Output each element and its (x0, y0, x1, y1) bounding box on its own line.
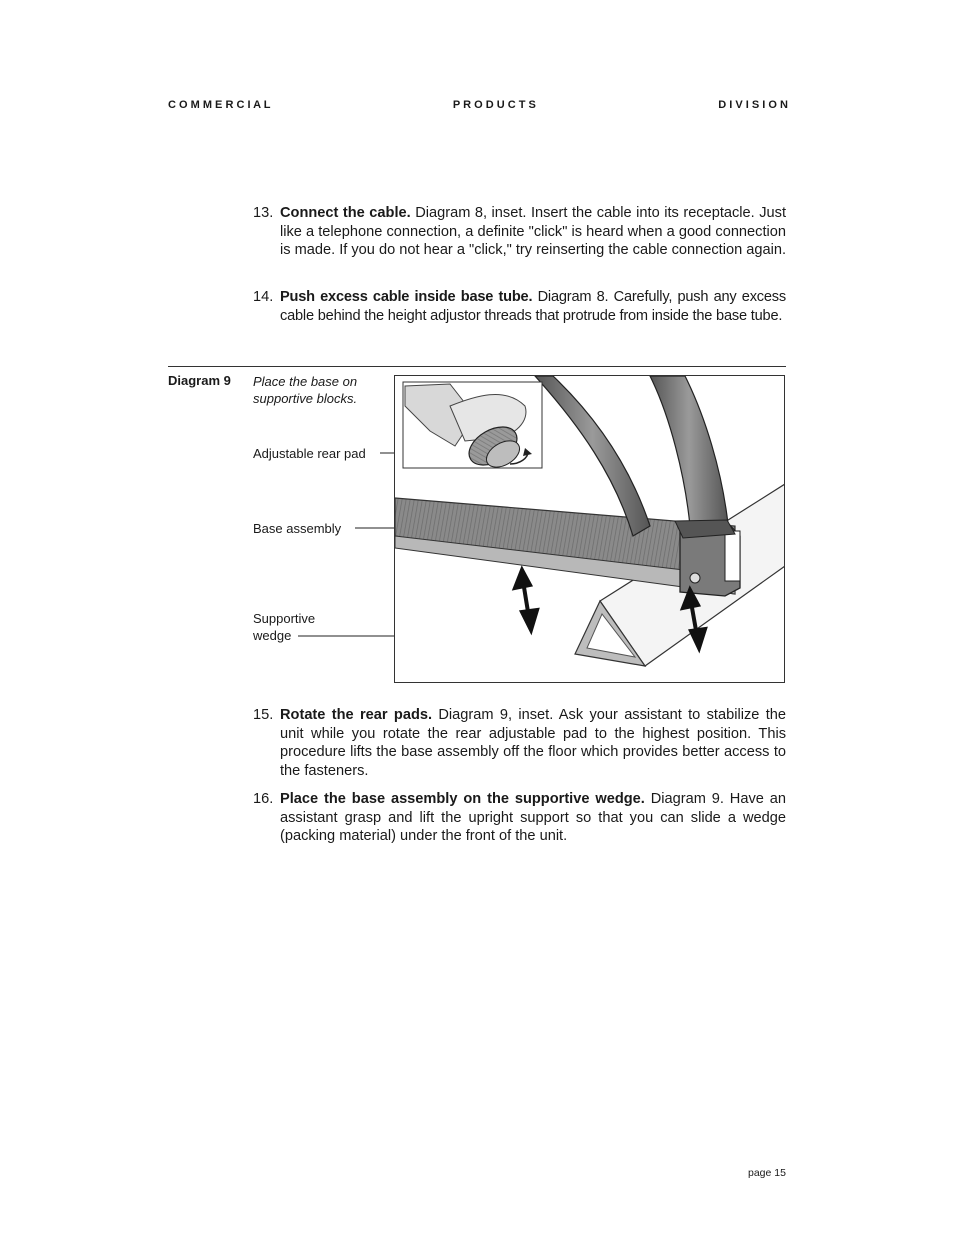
step-body (280, 706, 786, 781)
header-word-products: P R O D U C T S (452, 99, 536, 111)
upright-tube-right (650, 376, 728, 526)
callout-wedge: Supportive wedge (253, 611, 316, 643)
step-number: 16. (253, 791, 274, 807)
lift-arrow-left (515, 570, 537, 630)
diagram-9-illustration (394, 375, 785, 683)
step-title: Place the base assembly on the supportive wedge. (280, 791, 645, 807)
section-divider (168, 366, 786, 367)
step-text: Diagram 8. Carefully, push any excess cable behind the height adjustor threads that protrude from inside the base tube. (280, 289, 786, 324)
callout-rear-pad: Adjustable rear pad (253, 446, 366, 461)
header-word-division: D I V I S I O N (718, 99, 788, 111)
step-title: Push excess cable inside base tube. (280, 289, 533, 305)
step-15 (253, 706, 786, 781)
header-word-commercial: C O M M E R C I A L (168, 99, 271, 111)
diagram-label: Diagram 9 (168, 373, 231, 388)
division-header (168, 99, 788, 111)
step-body (280, 288, 786, 325)
step-body (280, 790, 786, 846)
step-text: Diagram 9. Have an assistant grasp and lift the upright support so that you can slide a wedge (packing material) under the front of the unit. (280, 791, 786, 845)
step-body (280, 204, 786, 260)
step-title: Connect the cable. (280, 205, 411, 221)
page-number: page 15 (748, 1167, 786, 1179)
step-14 (253, 288, 786, 325)
bracket-opening (725, 531, 740, 581)
base-assembly-drawing (395, 376, 785, 683)
step-number: 13. (253, 205, 274, 221)
step-13 (253, 204, 786, 260)
step-number: 14. (253, 289, 274, 305)
step-text: Diagram 9, inset. Ask your assistant to stabilize the unit while you rotate the rear adjustable pad to the highest position. This procedure lifts the base assembly off the floor which provides better access to the fasteners. (280, 707, 786, 780)
callout-base-assembly: Base assembly (253, 521, 342, 536)
bracket-bolt-hole (690, 573, 700, 583)
step-number: 15. (253, 707, 274, 723)
step-text: Diagram 8, inset. Insert the cable into its receptacle. Just like a telephone connection, a definite "click" is heard when a good connection is made. If you do not hear a "click," try reinserting the cable connection again. (280, 205, 787, 259)
step-16 (253, 790, 786, 846)
step-title: Rotate the rear pads. (280, 707, 433, 723)
diagram-caption: Place the base on supportive blocks. (253, 374, 358, 406)
